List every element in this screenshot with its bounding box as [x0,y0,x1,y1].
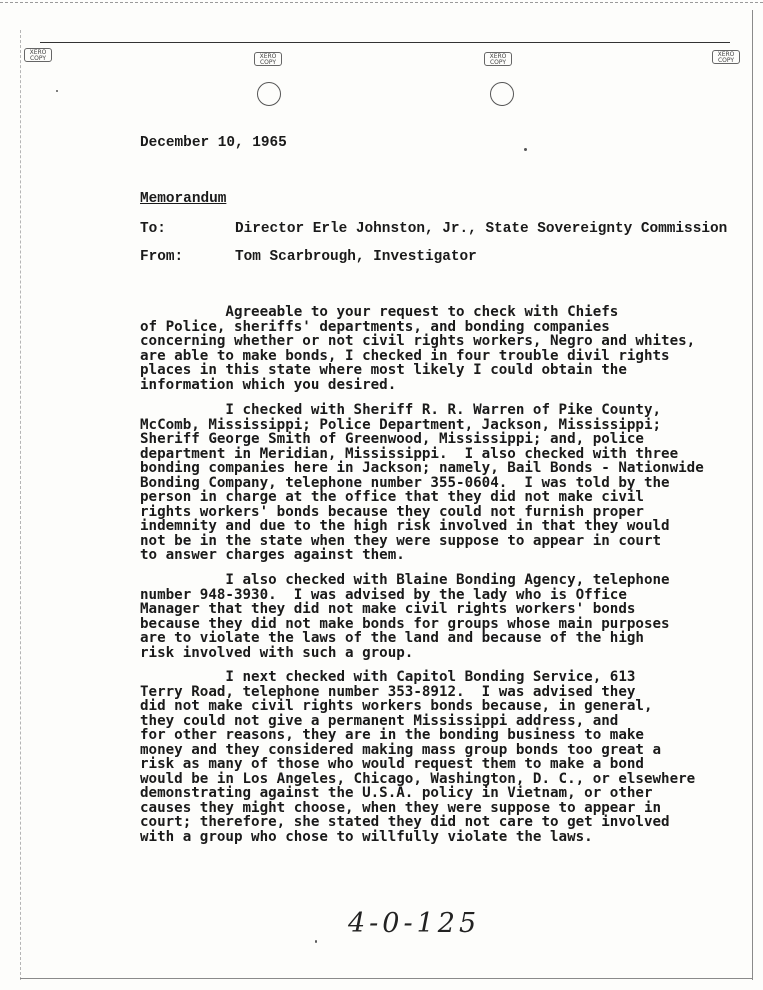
page-edge-right [752,10,753,980]
xero-copy-stamp: XERO COPY [484,52,512,66]
punch-hole [490,82,514,106]
scan-speck [56,90,58,92]
page-edge-left [20,30,21,980]
body-paragraph: I next checked with Capitol Bonding Service, 613 Terry Road, telephone number 353-8912. I was advised they did not make civil rights workers bonds because, in general, they could not give a permanent Mississippi address, and for other reasons, they are in the bonding business to make money and they considered making mass group bonds too great a risk as many of those who would request them to make a bond would be in Los Angeles, Chicago, Washington, D. C., or elsewhere demonstrating against the U.S.A. policy in Vietnam, or other causes they might choose, when they were suppose to appear in court; therefore, she stated they did not care to get involved with a group who chose to willfully violate the laws. [140,669,696,845]
from-value: Tom Scarbrough, Investigator [235,249,477,265]
scan-speck [315,940,317,943]
memo-date: December 10, 1965 [140,135,287,151]
binder-line [40,42,730,43]
body-paragraph: I also checked with Blaine Bonding Agency, telephone number 948-3930. I was advised by the lady who is Office Manager that they did not make civil rights workers' bonds because they did not make bonds for groups whose main purposes are to violate the laws of the land and because of the high risk involved with such a group. [140,572,670,661]
punch-hole [257,82,281,106]
page-edge-bottom [20,978,753,979]
handwritten-file-number: 4-0-125 [348,908,481,939]
scan-speck [524,148,527,151]
to-value: Director Erle Johnston, Jr., State Sovereignty Commission [235,221,728,237]
body-paragraph: Agreeable to your request to check with Chiefs of Police, sheriffs' departments, and bonding companies concerning whether or not civil rights workers, Negro and whites, are able to make bonds, I checked in four trouble divil rights places in this state where most likely I could obtain the information which you desired. [140,304,696,393]
memo-label: Memorandum [140,191,227,207]
xero-copy-stamp: XERO COPY [24,48,52,62]
from-label: From: [140,249,184,265]
page-edge-top [0,2,763,3]
body-paragraph: I checked with Sheriff R. R. Warren of Pike County, McComb, Mississippi; Police Department, Jackson, Mississippi; Sheriff George Smith of Greenwood, Mississippi; and, police department in Meridian, Mississippi. I also checked with three bonding companies here in Jackson; namely, Bail Bonds - Nationwide Bonding Company, telephone number 355-0604. I was told by the person in charge at the office that they did not make civil rights workers' bonds because they could not furnish proper indemnity and due to the high risk involved in that they would not be in the state when they were suppose to appear in court to answer charges against them. [140,402,704,563]
xero-copy-stamp: XERO COPY [254,52,282,66]
to-label: To: [140,221,166,237]
xero-copy-stamp: XERO COPY [712,50,740,64]
